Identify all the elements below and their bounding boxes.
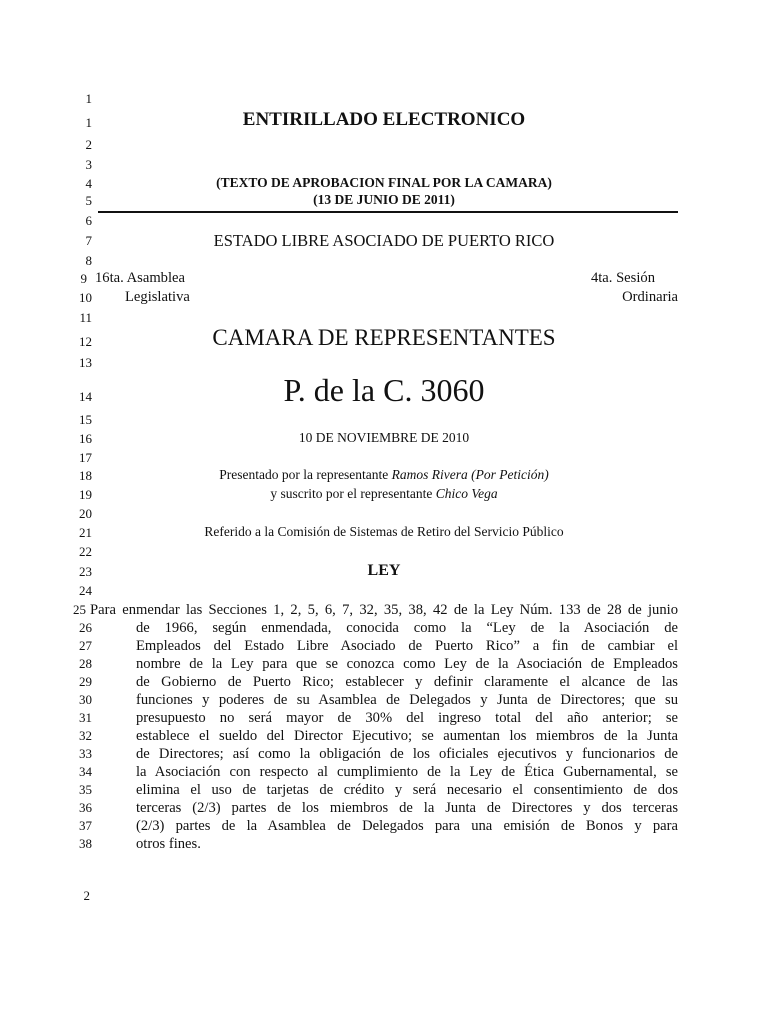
line-number: 17	[79, 450, 92, 465]
presentado-prefix: Presentado por la representante	[219, 467, 392, 482]
body-line: funciones y poderes de su Asamblea de Delegados y Junta de Directores; que su	[136, 692, 678, 708]
asamblea-line2: Legislativa	[125, 289, 190, 305]
sesion-line1: 4ta. Sesión	[590, 270, 655, 286]
body-line: Empleados del Estado Libre Asociado de Puerto Rico” a fin de cambiar el	[136, 638, 678, 654]
line-number: 14	[79, 389, 92, 404]
body-line: Para enmendar las Secciones 1, 2, 5, 6, 7, 32, 35, 38, 42 de la Ley Núm. 133 de 28 de junio	[90, 602, 678, 618]
suscrito-line	[90, 486, 678, 502]
body-line: presupuesto no será mayor de 30% del ingreso total del año anterior; se	[136, 710, 678, 726]
line-number: 10	[79, 290, 92, 305]
line-number: 24	[79, 583, 92, 598]
asamblea-line1: 16ta. Asamblea	[95, 270, 185, 286]
line-number: 12	[79, 334, 92, 349]
line-number: 31	[79, 710, 92, 725]
bill-number: P. de la C. 3060	[283, 372, 485, 408]
body-line: otros fines.	[136, 836, 201, 852]
approval-date: (13 DE JUNIO DE 2011)	[313, 192, 455, 207]
approval-text: (TEXTO DE APROBACION FINAL POR LA CAMARA)	[216, 175, 552, 190]
line-number: 33	[79, 746, 92, 761]
line-number: 21	[79, 525, 92, 540]
suscrito-name: Chico Vega	[435, 486, 498, 501]
line-number: 29	[79, 674, 92, 689]
body-line: (2/3) partes de la Asamblea de Delegados para una emisión de Bonos y para	[136, 818, 678, 834]
body-line: de Directores; así como la obligación de los oficiales ejecutivos y funcionarios de	[136, 746, 678, 762]
presentado-line	[90, 467, 678, 483]
line-number: 36	[79, 800, 92, 815]
suscrito-prefix: y suscrito por el representante	[270, 486, 436, 501]
bill-date: 10 DE NOVIEMBRE DE 2010	[298, 430, 470, 445]
line-number: 20	[79, 506, 92, 521]
line-number: 30	[79, 692, 92, 707]
body-line: de 1966, según enmendada, conocida como la “Ley de la Asociación de	[136, 620, 678, 636]
line-number: 15	[79, 412, 92, 427]
body-line: terceras (2/3) partes de los miembros de la Junta de Directores y dos terceras	[136, 800, 678, 816]
line-number: 28	[79, 656, 92, 671]
line-number: 23	[79, 564, 92, 579]
line-number: 18	[79, 468, 92, 483]
line-number: 27	[79, 638, 92, 653]
referido-line: Referido a la Comisión de Sistemas de Retiro del Servicio Público	[204, 524, 564, 539]
line-number: 5	[85, 193, 92, 208]
line-number: 37	[79, 818, 92, 833]
line-number: 38	[79, 836, 92, 851]
body-line: de Gobierno de Puerto Rico; establecer y definir claramente el alcance de las	[136, 674, 678, 690]
line-number: 16	[79, 431, 92, 446]
estado-heading: ESTADO LIBRE ASOCIADO DE PUERTO RICO	[213, 231, 555, 250]
line-number: 1	[85, 115, 92, 130]
ley-heading: LEY	[367, 562, 401, 579]
body-line: nombre de la Ley para que se conozca como Ley de la Asociación de Empleados	[136, 656, 678, 672]
page-number: 2	[83, 888, 90, 903]
line-number: 32	[79, 728, 92, 743]
body-line: la Asociación con respecto al cumplimiento de la Ley de Ética Gubernamental, se	[136, 764, 678, 780]
line-number: 4	[85, 176, 92, 191]
line-number: 22	[79, 544, 92, 559]
sesion-line2: Ordinaria	[622, 289, 678, 305]
document-title: ENTIRILLADO ELECTRONICO	[242, 109, 526, 130]
line-number: 35	[79, 782, 92, 797]
body-line: establece el sueldo del Director Ejecutivo; se aumentan los miembros de la Junta	[136, 728, 678, 744]
line-number: 7	[85, 233, 92, 248]
header-divider	[98, 211, 678, 213]
presentado-name: Ramos Rivera (Por Petición)	[391, 467, 549, 482]
line-number: 26	[79, 620, 92, 635]
line-number: 13	[79, 355, 92, 370]
line-number: 19	[79, 487, 92, 502]
line-number: 2	[85, 137, 92, 152]
body-line: elimina el uso de tarjetas de crédito y será necesario el consentimiento de dos	[136, 782, 678, 798]
line-number: 3	[85, 157, 92, 172]
line-number: 34	[79, 764, 92, 779]
line-number: 11	[79, 310, 92, 325]
line-number: 8	[85, 253, 92, 268]
camara-heading: CAMARA DE REPRESENTANTES	[212, 325, 556, 350]
line-number: 1	[85, 91, 92, 106]
line-number: 6	[85, 213, 92, 228]
line-number: 9	[80, 271, 87, 286]
line-number: 25	[73, 602, 86, 617]
